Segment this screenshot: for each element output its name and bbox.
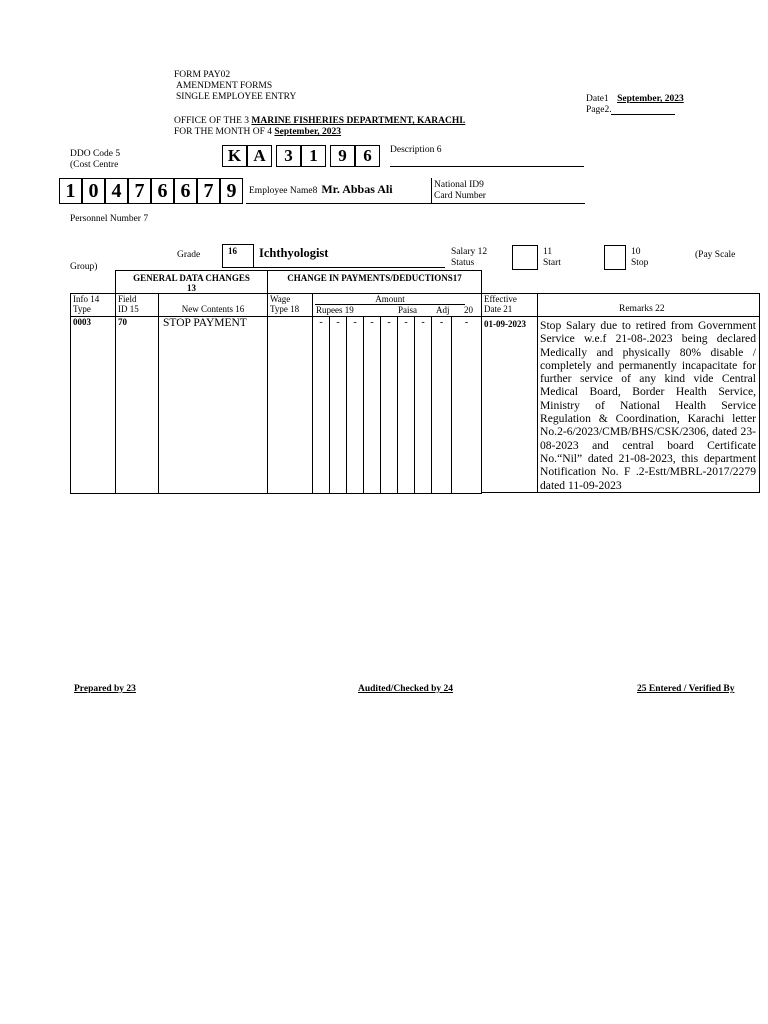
national-id-underline xyxy=(431,203,585,204)
personnel-digit-box: 7 xyxy=(128,178,151,204)
ddo-char-box: 9 xyxy=(330,145,355,167)
general-data-changes-number: 13 xyxy=(187,283,196,293)
info-type-cell[interactable]: 0003 xyxy=(71,317,116,494)
field-id-cell[interactable]: 70 xyxy=(116,317,159,494)
form-amendment-title: AMENDMENT FORMS xyxy=(176,81,273,91)
personnel-number-label: Personnel Number 7 xyxy=(70,214,149,224)
effective-date-header-line1: Effective xyxy=(484,294,517,304)
pay-scale-label: (Pay Scale xyxy=(695,250,736,260)
adj-header-number: 20 xyxy=(464,305,473,315)
salary-label-line2: Status xyxy=(451,258,475,268)
form-header xyxy=(174,70,296,103)
date-line xyxy=(586,94,684,105)
stop-label-line2: Stop xyxy=(631,258,649,268)
info-type-header xyxy=(71,294,116,317)
personnel-digit-box: 4 xyxy=(105,178,128,204)
general-data-changes-title: GENERAL DATA CHANGES xyxy=(133,273,250,283)
audited-by-label: Audited/Checked by 24 xyxy=(358,684,454,694)
info-type-header-line2: Type xyxy=(73,304,91,314)
employee-name-underline xyxy=(246,203,431,204)
amount-dash-cell: - xyxy=(415,317,432,494)
ddo-code-label xyxy=(70,149,120,171)
new-contents-cell[interactable]: STOP PAYMENT xyxy=(159,317,268,494)
office-line xyxy=(174,116,465,127)
amount-dash-cell: - xyxy=(313,317,330,494)
group-label: Group) xyxy=(70,262,98,272)
stop-label-line1: 10 xyxy=(631,247,641,257)
page-underline xyxy=(611,114,675,115)
national-id-label-line1: National ID9 xyxy=(434,180,484,190)
wage-type-header xyxy=(268,294,313,317)
field-id-header-line2: ID 15 xyxy=(118,304,139,314)
audited-by xyxy=(358,678,453,696)
salary-status-label xyxy=(451,247,487,269)
national-id-label xyxy=(434,180,486,202)
amount-dash-cell: - xyxy=(330,317,347,494)
new-contents-header-text: New Contents 16 xyxy=(181,304,245,314)
personnel-digit-box: 9 xyxy=(220,178,243,204)
national-id-divider xyxy=(431,178,432,204)
field-id-header xyxy=(116,294,159,317)
entered-by-label: 25 Entered / Verified By xyxy=(637,684,735,694)
grade-value: 16 xyxy=(228,246,237,256)
amount-header-label: Amount xyxy=(315,294,465,305)
personnel-digit-box: 6 xyxy=(151,178,174,204)
month-label: FOR THE MONTH OF 4 xyxy=(174,127,273,137)
amount-dash-cell: - xyxy=(452,317,482,494)
effective-date-value[interactable]: 01-09-2023 xyxy=(484,319,526,329)
wage-type-header-line1: Wage xyxy=(270,294,291,304)
ddo-label-line1: DDO Code 5 xyxy=(70,149,121,159)
effective-date-header xyxy=(481,294,537,317)
general-data-changes-header xyxy=(115,270,268,294)
personnel-digit-box: 6 xyxy=(174,178,197,204)
amount-dash-cell: - xyxy=(381,317,398,494)
personnel-digit-box: 1 xyxy=(59,178,82,204)
amount-dash-cell: - xyxy=(364,317,381,494)
effective-date-column xyxy=(481,293,538,493)
paisa-header: Paisa xyxy=(398,305,417,315)
month-line xyxy=(174,127,341,138)
month-value: September, 2023 xyxy=(274,127,342,137)
salary-label-line1: Salary 12 xyxy=(451,247,488,257)
prepared-by xyxy=(74,678,136,696)
prepared-by-label: Prepared by 23 xyxy=(74,684,136,694)
national-id-label-line2: Card Number xyxy=(434,191,486,201)
employee-name-value: Mr. Abbas Ali xyxy=(321,182,393,196)
payments-deductions-header xyxy=(267,270,482,294)
entered-by xyxy=(637,678,734,696)
amount-header xyxy=(313,294,482,317)
employee-name-label: Employee Name8 xyxy=(249,186,318,196)
adj-header: Adj xyxy=(436,305,450,315)
rupees-header: Rupees 19 xyxy=(316,305,354,315)
remarks-column xyxy=(537,293,760,493)
wage-type-header-line2: Type 18 xyxy=(270,304,300,314)
start-label-line1: 11 xyxy=(543,247,553,257)
form-entry-type: SINGLE EMPLOYEE ENTRY xyxy=(176,92,297,102)
ddo-char-box: 6 xyxy=(355,145,380,167)
new-contents-header xyxy=(159,294,268,317)
description-label: Description 6 xyxy=(390,145,442,155)
table-row xyxy=(71,317,482,494)
date-label: Date1 xyxy=(586,94,609,104)
start-label-line2: Start xyxy=(543,258,561,268)
field-id-header-line1: Field xyxy=(118,294,137,304)
stop-box[interactable] xyxy=(604,245,626,270)
office-label: OFFICE OF THE 3 xyxy=(174,116,250,126)
ddo-char-box: K xyxy=(222,145,247,167)
amount-dash-cell: - xyxy=(347,317,364,494)
effective-date-header-line2: Date 21 xyxy=(484,304,513,314)
ddo-label-line2: (Cost Centre xyxy=(70,160,119,170)
remarks-header xyxy=(537,294,759,317)
payments-deductions-title: CHANGE IN PAYMENTS/DEDUCTIONS17 xyxy=(287,273,462,283)
stop-label xyxy=(631,247,648,269)
amount-dash-cell: - xyxy=(432,317,452,494)
page-line xyxy=(586,105,612,116)
page-label: Page2. xyxy=(586,105,612,115)
ddo-char-box: A xyxy=(247,145,272,167)
start-label xyxy=(543,247,561,269)
amendment-table xyxy=(70,293,482,494)
start-box[interactable] xyxy=(512,245,538,270)
table-header-row xyxy=(71,294,482,317)
description-line xyxy=(390,166,584,167)
designation-value: Ichthyologist xyxy=(259,246,329,260)
grade-label: Grade xyxy=(177,250,201,260)
info-type-header-line1: Info 14 xyxy=(73,294,100,304)
remarks-text[interactable]: Stop Salary due to retired from Government Service w.e.f 21-08-.2023 being declared Medically and physically 80% disable / completely and permanently incapacitate for further service of any kind vide Central Medical Board, Border Health Service, Ministry of National Health Service Regulation & Coordination, Karachi letter No.2-6/2023/CMB/BHS/CSK/2306, dated 23-08-2023 and central board Certificate No.“Nil” dated 21-08-2023, this department Notification No. F .2-Estt/MBRL-2017/2279 dated 11-09-2023 xyxy=(540,319,756,492)
designation-underline xyxy=(254,267,445,268)
amount-dash-cell: - xyxy=(398,317,415,494)
personnel-digit-box: 0 xyxy=(82,178,105,204)
personnel-digit-box: 7 xyxy=(197,178,220,204)
employee-name-line xyxy=(249,180,393,198)
wage-type-cell[interactable] xyxy=(268,317,313,494)
form-code: FORM PAY02 xyxy=(174,70,231,80)
date-value: September, 2023 xyxy=(617,94,684,104)
remarks-header-text: Remarks 22 xyxy=(619,304,665,314)
ddo-char-box: 3 xyxy=(276,145,301,167)
grade-box xyxy=(222,244,254,268)
office-value: MARINE FISHERIES DEPARTMENT, KARACHI. xyxy=(251,116,466,126)
ddo-char-box: 1 xyxy=(301,145,326,167)
